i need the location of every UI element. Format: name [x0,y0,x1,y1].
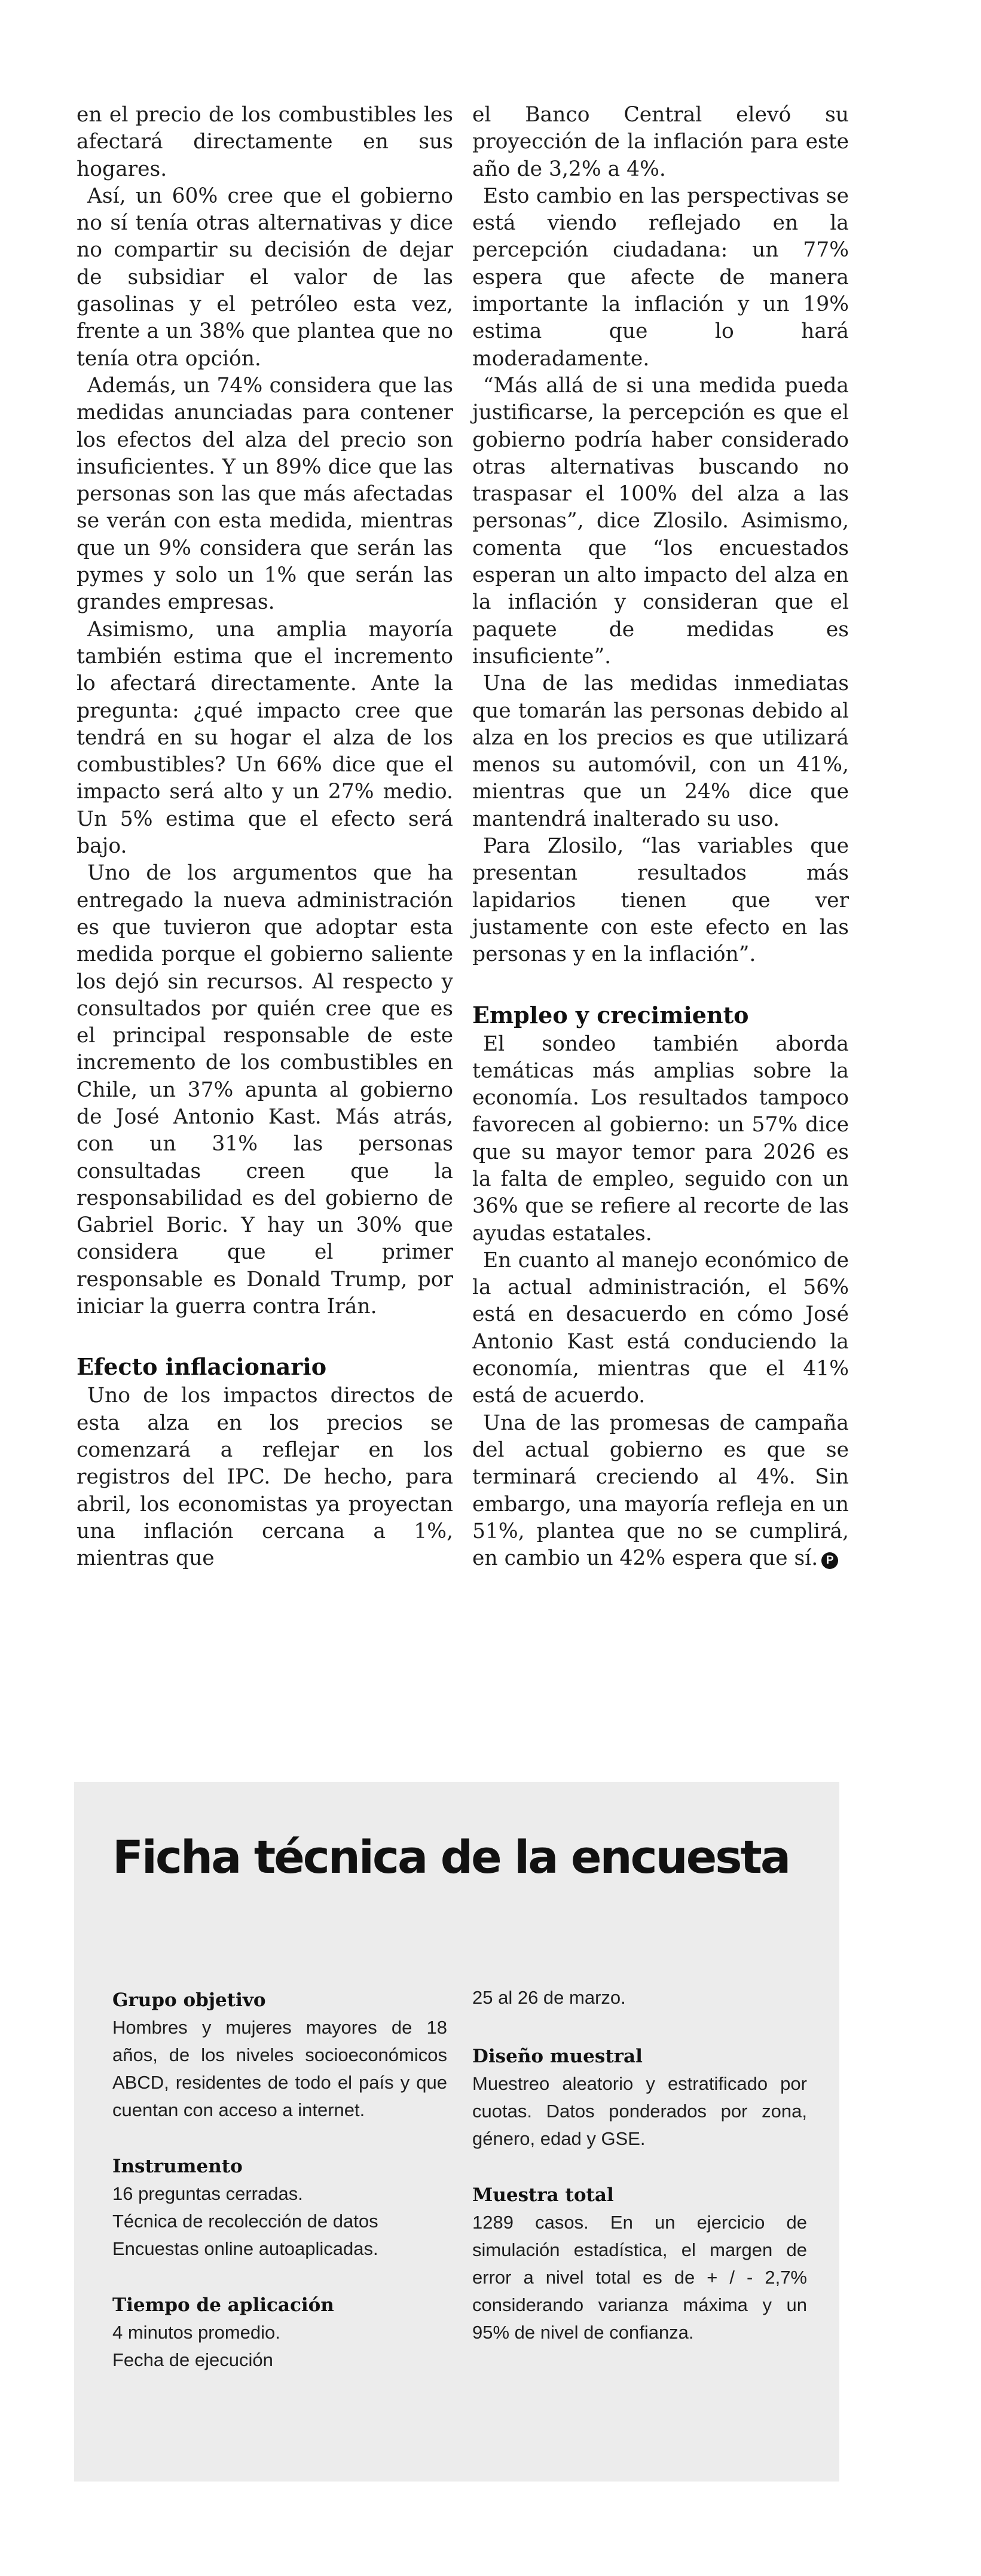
section-grupo-objetivo [112,1986,447,2124]
section-line: Técnica de recolección de datos [112,2211,378,2232]
ficha-column-right [472,1984,807,2375]
section-line: 4 minutos promedio. [112,2322,280,2343]
paragraph: Uno de los impactos directos de esta alza en los precios se comenzará a reflejar en los registros del IPC. De hecho, para abril, los economistas ya proyectan una inflación cercana a 1%, mientras que [77,1384,453,1571]
section-line: Fecha de ejecución [112,2349,273,2370]
paragraph: Uno de los argumentos que ha entregado la nueva administración es que tuvieron que adoptar esta medida porque el gobierno saliente los dejó sin recursos. Al respecto y consultados por quién cree que es el principal responsable de este incremento de los combustibles en Chile, un 37% apunta al gobierno de José Antonio Kast. Más atrás, con un 31% las personas consultadas creen que la responsabilidad es del gobierno de Gabriel Boric. Y hay un 30% que considera que el primer responsable es Donald Trump, por iniciar la guerra contra Irán. [77,861,453,1319]
section-tiempo-aplicacion [112,2291,447,2374]
section-instrumento [112,2153,447,2263]
section-heading-efecto-inflacionario: Efecto inflacionario [77,1353,327,1381]
section-heading-empleo-y-crecimiento: Empleo y crecimiento [472,1001,749,1028]
paragraph: “Más allá de si una medida pueda justificarse, la percepción es que el gobierno podría haber considerado otras alternativas buscando no traspasar el 100% del alza a las personas”, dice Zlosilo. Asimismo, comenta que “los encuestados esperan un alto impacto del alza en la inflación y consideran que el paquete de medidas es insuficiente”. [472,373,849,669]
section-text: 1289 casos. En un ejercicio de simulación estadística, el margen de error a nivel total es de + / - 2,7% considerando varianza máxima y un 95% de nivel de confianza. [472,2212,807,2343]
paragraph: Así, un 60% cree que el gobierno no sí tenía otras alternativas y dice no compartir su decisión de dejar de subsidiar el valor de las gasolinas y el petróleo esta vez, frente a un 38% que plantea que no tenía otra opción. [77,184,453,371]
section-diseno-muestral [472,2043,807,2153]
end-mark-icon: P [821,1552,838,1569]
article-column-left [77,102,453,1572]
paragraph: en el precio de los combustibles les afectará directamente en sus hogares. [77,103,453,181]
paragraph: Además, un 74% considera que las medidas anunciadas para contener los efectos del alza del precio son insuficientes. Y un 89% dice que las personas son las que más afectadas se verán con esta medida, mientras que un 9% considera que serán las pymes y solo un 1% que serán las grandes empresas. [77,373,453,615]
section-heading: Instrumento [112,2156,243,2177]
ficha-tecnica-box [74,1782,839,2482]
section-text: Hombres y mujeres mayores de 18 años, de los niveles socioeconómicos ABCD, residentes de todo el país y que cuentan con acceso a internet. [112,2017,447,2120]
section-heading: Muestra total [472,2184,614,2206]
paragraph: el Banco Central elevó su proyección de la inflación para este año de 3,2% a 4%. [472,103,849,181]
paragraph: El sondeo también aborda temáticas más amplias sobre la economía. Los resultados tampoco favorecen al gobierno: un 57% dice que su mayor temor para 2026 es la falta de empleo, seguido con un 36% que se refiere al recorte de las ayudas estatales. [472,1031,849,1246]
paragraph: Esto cambio en las perspectivas se está viendo reflejado en la percepción ciudadana: un 77% espera que afecte de manera importante la inflación y un 19% estima que lo hará moderadamente. [472,184,849,371]
section-text: Muestreo aleatorio y estratificado por cuotas. Datos ponderados por zona, género, edad y GSE. [472,2073,807,2149]
paragraph: Para Zlosilo, “las variables que presentan resultados más lapidarios tienen que ver justamente con este efecto en las personas y en la inflación”. [472,834,849,967]
section-line: Encuestas online autoaplicadas. [112,2238,378,2259]
section-heading: Grupo objetivo [112,1989,266,2011]
section-muestra-total [472,2181,807,2346]
article-column-right [472,102,849,1572]
ficha-tecnica-title: Ficha técnica de la encuesta [112,1830,790,1884]
section-heading: Diseño muestral [472,2046,643,2067]
paragraph: Una de las medidas inmediatas que tomarán las personas debido al alza en los precios es que utilizará menos su automóvil, con un 41%, mientras que un 24% dice que mantendrá inalterado su uso. [472,672,849,831]
section-heading: Tiempo de aplicación [112,2294,334,2316]
section-fecha-continuacion [472,1984,807,2012]
section-line: 16 preguntas cerradas. [112,2183,303,2204]
paragraph-last [472,1410,849,1573]
paragraph: Asimismo, una amplia mayoría también estima que el incremento lo afectará directamente. Ante la pregunta: ¿qué impacto cree que tendrá en su hogar el alza de los combustibles? Un 66% dice que el impacto será alto y un 27% medio. Un 5% estima que el efecto será bajo. [77,617,453,859]
ficha-column-left [112,1986,447,2403]
paragraph: En cuanto al manejo económico de la actual administración, el 56% está en desacuerdo en cómo José Antonio Kast está conduciendo la economía, mientras que el 41% está de acuerdo. [472,1248,849,1408]
section-line: 25 al 26 de marzo. [472,1987,626,2008]
paragraph-text: Una de las promesas de campaña del actual gobierno es que se terminará creciendo al 4%. Sin embargo, una mayoría refleja en un 51%, plantea que no se cumplirá, en cambio un 42% espera que sí. [472,1411,849,1571]
